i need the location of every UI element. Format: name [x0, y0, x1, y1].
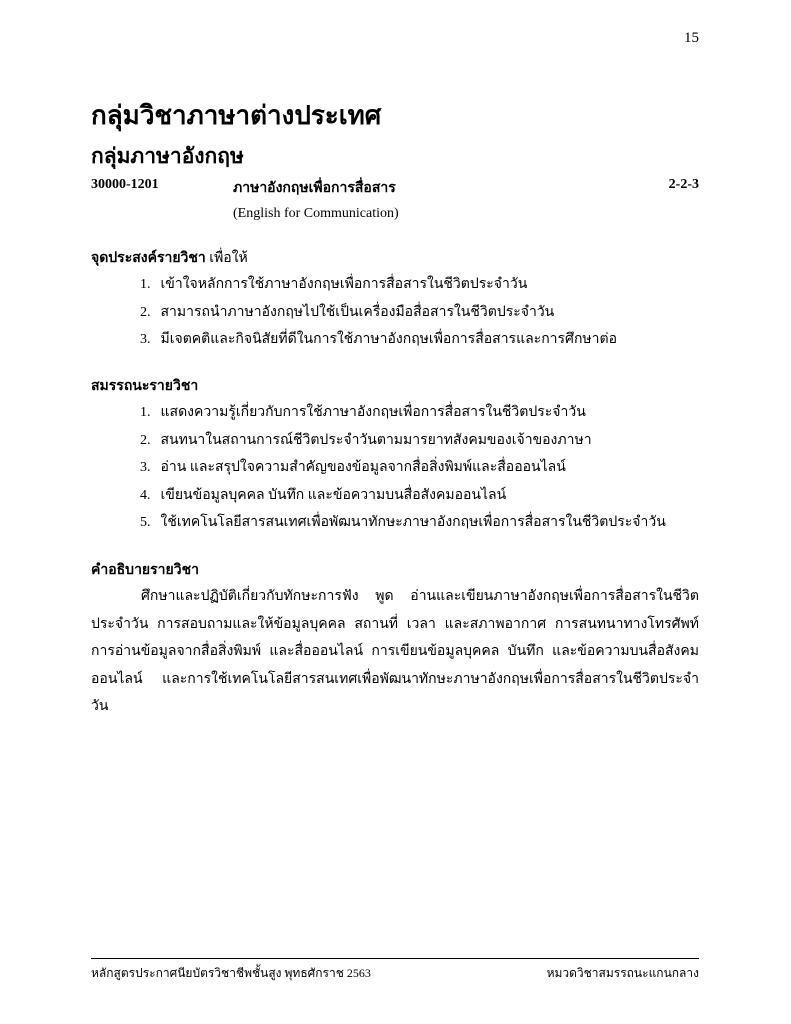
- description-title: คำอธิบายรายวิชา: [91, 563, 199, 578]
- objectives-lead: เพื่อให้: [209, 251, 248, 266]
- list-item: 2. สามารถนำภาษาอังกฤษไปใช้เป็นเครื่องมือสื่อสารในชีวิตประจำวัน: [140, 304, 555, 320]
- list-item: 1. เข้าใจหลักการใช้ภาษาอังกฤษเพื่อการสื่อสารในชีวิตประจำวัน: [140, 277, 528, 292]
- course-description: ศึกษาและปฏิบัติเกี่ยวกับทักษะการฟัง พูด อ่านและเขียนภาษาอังกฤษเพื่อการสื่อสารในชีวิตประจำวัน การสอบถามและให้ข้อมูลบุคคล สถานที่ เวลา และสภาพอากาศ การสนทนาทางโทรศัพท์ การอ่านข้อมูลจากสื่อสิ่งพิมพ์ และสื่อออนไลน์ การเขียนข้อมูลบุคคล บันทึก และข้อความบนสื่อสังคมออนไลน์ และการใช้เทคโนโลยีสารสนเทศเพื่อพัฒนาทักษะภาษาอังกฤษเพื่อการสื่อสารในชีวิตประจำวัน: [91, 589, 699, 714]
- objectives-heading: [91, 247, 248, 269]
- footer-curriculum: หลักสูตรประกาศนียบัตรวิชาชีพชั้นสูง พุทธศักราช 2563: [91, 966, 371, 980]
- course-code: 30000-1201: [91, 177, 159, 192]
- list-item: 3. อ่าน และสรุปใจความสำคัญของข้อมูลจากสื่อสิ่งพิมพ์และสื่อออนไลน์: [140, 460, 566, 475]
- subgroup-title: กลุ่มภาษาอังกฤษ: [91, 144, 244, 168]
- list-item: 4. เขียนข้อมูลบุคคล บันทึก และข้อความบนสื่อสังคมออนไลน์: [140, 487, 507, 503]
- group-title: กลุ่มวิชาภาษาต่างประเทศ: [91, 101, 382, 130]
- list-item: 1. แสดงความรู้เกี่ยวกับการใช้ภาษาอังกฤษเพื่อการสื่อสารในชีวิตประจำวัน: [140, 405, 586, 420]
- list-item: 2. สนทนาในสถานการณ์ชีวิตประจำวันตามมารยาทสังคมของเจ้าของภาษา: [140, 432, 592, 448]
- course-credits: 2-2-3: [668, 177, 699, 192]
- objectives-title: จุดประสงค์รายวิชา: [91, 251, 206, 266]
- list-item: 3. มีเจตคติและกิจนิสัยที่ดีในการใช้ภาษาอังกฤษเพื่อการสื่อสารและการศึกษาต่อ: [140, 332, 618, 347]
- competencies-list: [140, 399, 666, 537]
- course-name-th: ภาษาอังกฤษเพื่อการสื่อสาร: [233, 181, 396, 196]
- course-name-en: (English for Communication): [233, 206, 399, 221]
- competencies-title: สมรรถนะรายวิชา: [91, 379, 199, 394]
- objectives-list: [140, 271, 617, 354]
- list-item: 5. ใช้เทคโนโลยีสารสนเทศเพื่อพัฒนาทักษะภาษาอังกฤษเพื่อการสื่อสารในชีวิตประจำวัน: [140, 515, 666, 530]
- page-number: 15: [684, 30, 699, 46]
- footer-category: หมวดวิชาสมรรถนะแกนกลาง: [546, 966, 699, 980]
- footer-divider: [91, 958, 699, 959]
